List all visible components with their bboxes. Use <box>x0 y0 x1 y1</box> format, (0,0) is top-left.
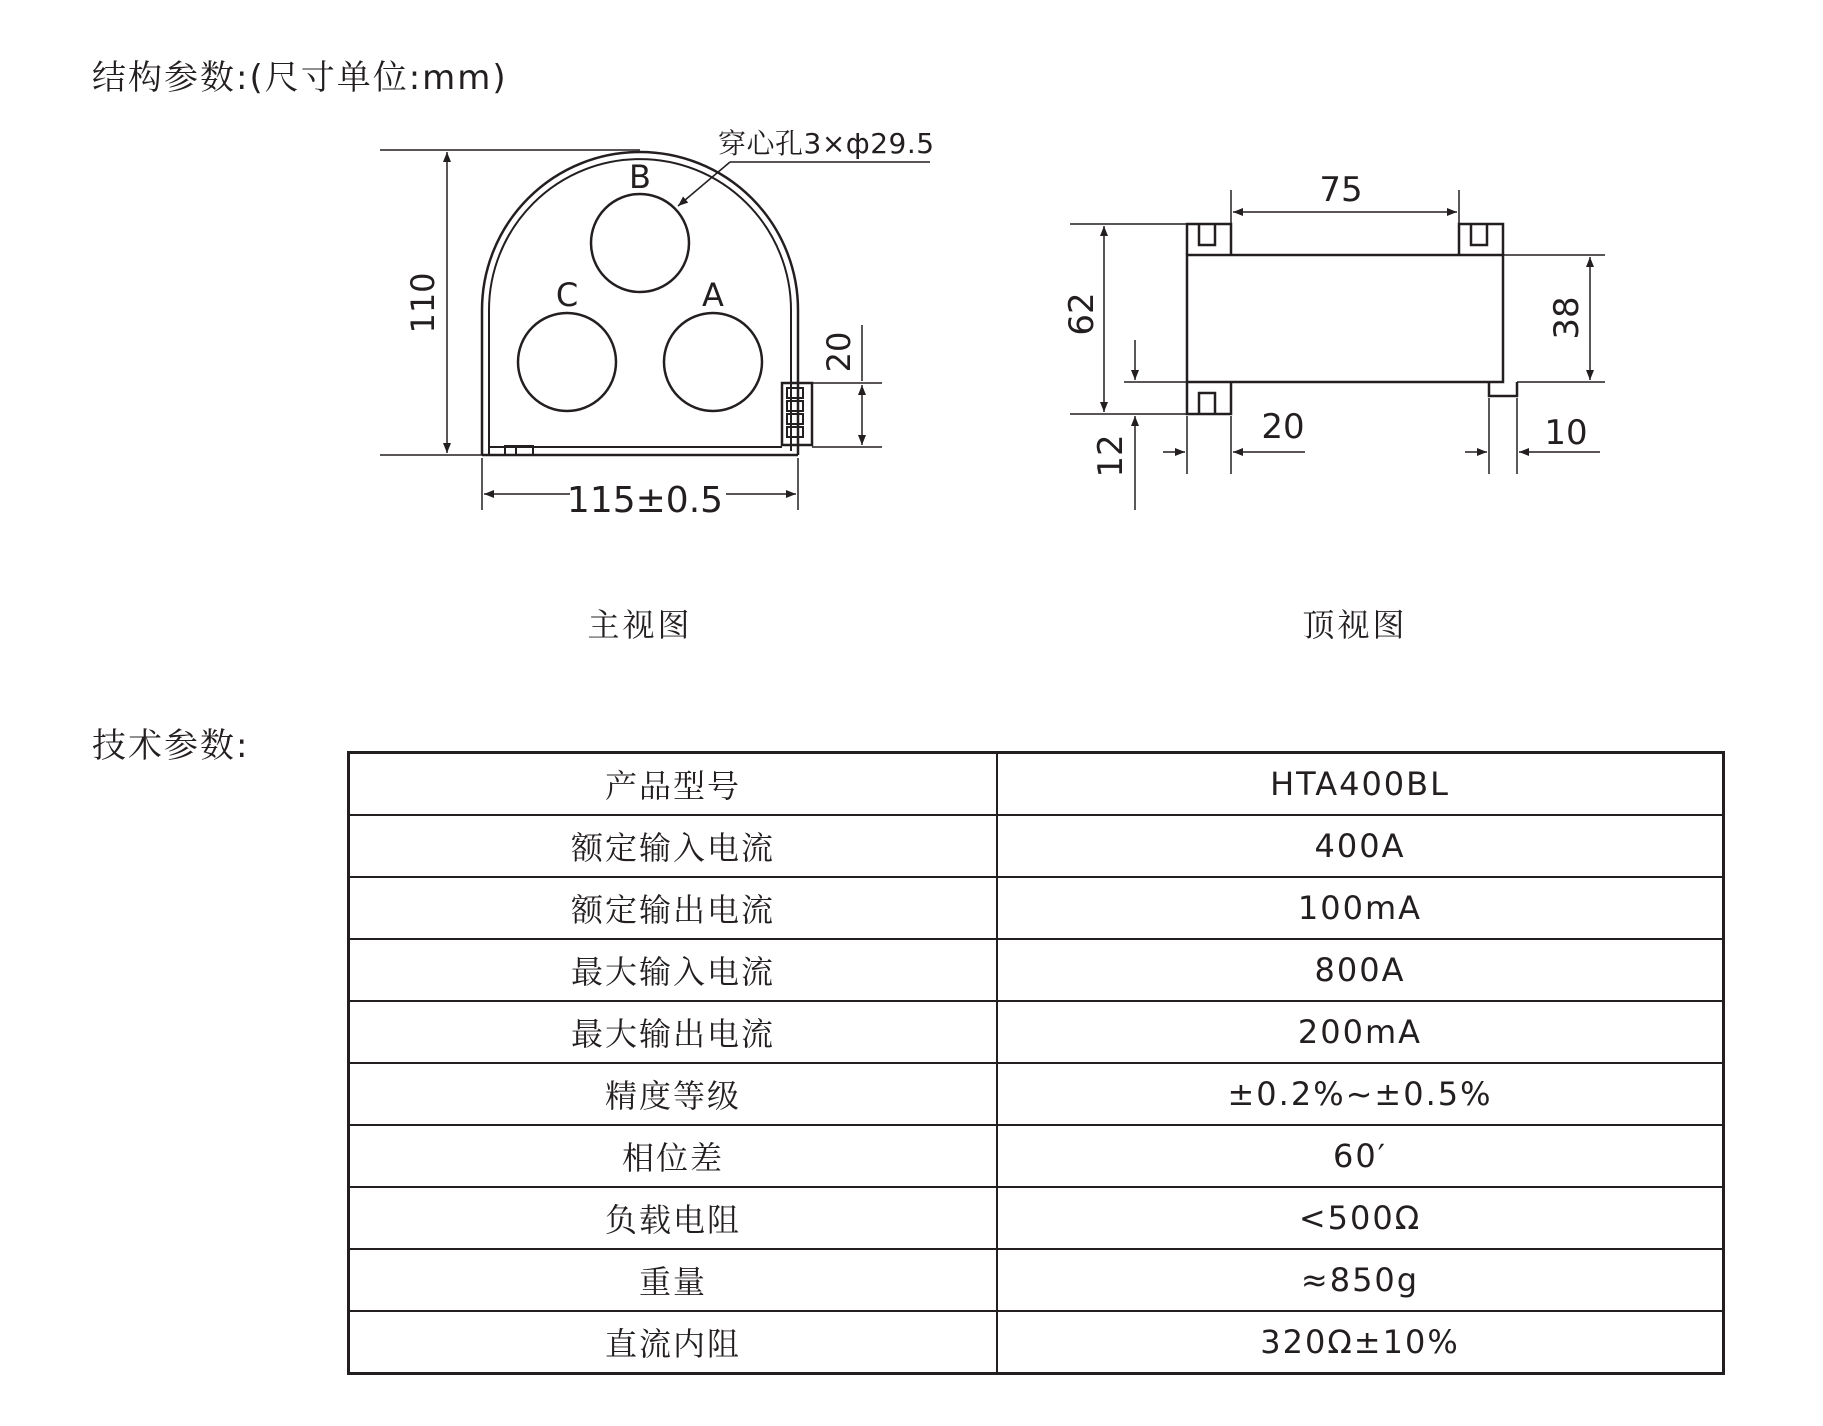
dim-top-75: 75 <box>1319 170 1363 210</box>
param-name: 额定输出电流 <box>349 877 998 939</box>
table-row <box>349 877 1724 939</box>
front-view-drawing <box>380 150 930 510</box>
hole-a <box>664 313 762 411</box>
dim-terminal-20: 20 <box>820 331 858 373</box>
top-view-labels <box>1062 170 1588 478</box>
top-view-drawing <box>1070 190 1605 510</box>
hole-label-c: C <box>555 276 579 314</box>
param-value: ±0.2%~±0.5% <box>997 1063 1724 1125</box>
table-row <box>349 1311 1724 1374</box>
dim-width-115: 115±0.5 <box>566 480 724 521</box>
table-row <box>349 939 1724 1001</box>
table-row <box>349 753 1724 816</box>
hole-b <box>591 194 689 292</box>
table-row <box>349 1249 1724 1311</box>
param-name: 精度等级 <box>349 1063 998 1125</box>
table-row <box>349 1125 1724 1187</box>
table-row <box>349 815 1724 877</box>
top-right-clip <box>1459 224 1503 255</box>
param-name: 负载电阻 <box>349 1187 998 1249</box>
param-name: 直流内阻 <box>349 1311 998 1374</box>
hole-label-a: A <box>702 276 724 314</box>
top-view-caption: 顶视图 <box>1302 606 1408 644</box>
spec-table <box>347 751 1725 1375</box>
param-value: ≈850g <box>997 1249 1724 1311</box>
param-name: 额定输入电流 <box>349 815 998 877</box>
dim-height-110: 110 <box>404 272 442 334</box>
bottom-left-clip <box>1187 382 1231 414</box>
technical-drawing <box>0 0 1823 640</box>
dim-right-38: 38 <box>1547 296 1587 340</box>
param-name: 最大输出电流 <box>349 1001 998 1063</box>
front-body-outline <box>482 152 798 455</box>
param-value: <500Ω <box>997 1187 1724 1249</box>
hole-label-b: B <box>629 158 651 196</box>
param-value: 60′ <box>997 1125 1724 1187</box>
param-value: 320Ω±10% <box>997 1311 1724 1374</box>
table-row <box>349 1001 1724 1063</box>
param-value: 200mA <box>997 1001 1724 1063</box>
param-name: 相位差 <box>349 1125 998 1187</box>
param-value: 400A <box>997 815 1724 877</box>
hole-c <box>518 313 616 411</box>
table-row <box>349 1187 1724 1249</box>
param-name: 最大输入电流 <box>349 939 998 1001</box>
param-name: 产品型号 <box>349 753 998 816</box>
top-left-clip <box>1187 224 1231 255</box>
technical-heading: 技术参数: <box>92 726 250 766</box>
front-body-inner <box>489 159 791 455</box>
structure-heading: 结构参数:(尺寸单位:mm) <box>92 58 508 98</box>
dim-bottom-left-12: 12 <box>1091 434 1131 478</box>
hole-note: 穿心孔3×ф29.5 <box>718 127 935 160</box>
dim-bottom-right-10: 10 <box>1544 413 1588 453</box>
param-value: 800A <box>997 939 1724 1001</box>
front-view-labels <box>404 127 935 521</box>
param-value: 100mA <box>997 877 1724 939</box>
bottom-right-tab <box>1489 382 1517 396</box>
dim-left-62: 62 <box>1062 292 1102 336</box>
top-body <box>1187 255 1503 382</box>
dim-bottom-mid-20: 20 <box>1261 407 1305 447</box>
table-row <box>349 1063 1724 1125</box>
param-name: 重量 <box>349 1249 998 1311</box>
param-value: HTA400BL <box>997 753 1724 816</box>
front-view-caption: 主视图 <box>587 606 693 644</box>
